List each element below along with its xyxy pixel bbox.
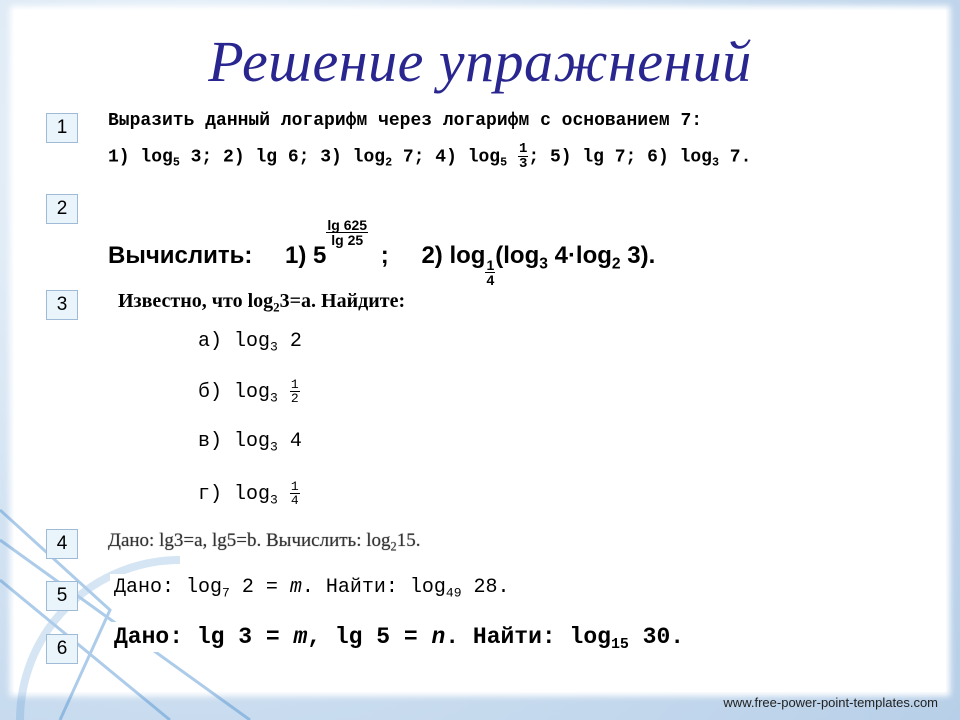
ex1-part-d: ; 5) lg 7; 6) log [528,147,712,168]
ex1-frac-num: 1 [518,141,528,157]
ex2-part2b: (log [495,242,540,269]
ex3-intro-a: Известно, что log [118,290,274,312]
exercise-number-6: 6 [46,634,78,664]
ex1-frac-den: 3 [518,156,528,172]
ex1-instruction: Выразить данный логарифм через логарифм с основанием 7: [108,111,703,131]
ex6-sub: 15 [610,637,629,654]
ex3-intro [118,290,405,313]
ex3-item-d [198,480,300,507]
ex2-base [485,258,495,287]
ex2-label: Вычислить: [108,242,253,269]
ex3-item-b-num: 1 [290,377,299,392]
ex3-intro-sub: 2 [273,299,280,315]
footer-url: www.free-power-point-templates.com [723,695,938,710]
ex2-base-num: 1 [486,257,495,273]
ex3-item-a [198,330,302,353]
ex3-item-b [198,378,300,405]
ex3-item-a-sub: 3 [270,339,278,355]
ex3-item-b-fraction [290,378,300,405]
ex2-sep: ; [380,242,389,269]
ex2-part1: 1) 5 [285,242,327,269]
ex6-text-b: , lg 5 = [307,624,432,650]
ex1-part-b: 3; 2) lg 6; 3) log [179,147,386,168]
ex5-text-c: . Найти: log [301,576,446,599]
ex3-item-c [198,430,302,453]
ex2-sub1: 3 [539,255,548,273]
ex5-m: m [289,576,302,599]
slide-title: Решение упражнений [208,29,752,94]
ex1-part-a: 1) log [108,147,173,168]
ex4-text-b: 15. [396,530,421,551]
ex1-sub-d: 3 [711,155,719,170]
exercise-number-3: 3 [46,290,78,320]
ex1-part-e: 7. [719,147,752,168]
ex2-part2: 2) log [421,242,486,269]
ex3-item-b-label: б) log [198,380,271,404]
ex3-item-c-tail: 4 [277,430,302,453]
ex3-item-b-sub: 3 [270,390,278,406]
exercise-number-5: 5 [46,581,78,611]
ex3-item-d-den: 4 [290,493,299,508]
ex5-text-a: Дано: log [114,576,223,599]
ex1-sub-a: 5 [172,155,180,170]
ex3-item-d-num: 1 [290,479,299,494]
ex5-text [110,574,514,601]
ex2-base-den: 4 [486,272,495,288]
ex3-item-a-tail: 2 [277,330,302,353]
ex6-text-a: Дано: lg 3 = [114,624,294,650]
exercise-number-2: 2 [46,194,78,224]
ex2-part2d: 3). [620,242,656,269]
ex5-sub2: 49 [445,585,462,601]
ex3-item-c-label: в) log [198,430,271,453]
ex2-sub2: 2 [611,255,621,273]
ex5-text-b: 2 = [229,576,290,599]
exercise-number-1: 1 [46,113,78,143]
ex2-part2c: 4·log [547,242,612,269]
ex6-text-d: 30. [628,624,685,650]
ex3-item-d-fraction [290,480,300,507]
ex2-exp-num: lg 625 [327,217,368,233]
ex6-text-c: . Найти: log [445,624,611,650]
ex4-text [108,530,420,552]
ex6-n: n [431,624,446,650]
ex6-text [108,622,690,652]
ex5-text-d: 28. [461,576,510,599]
ex1-fraction [518,142,528,171]
ex2-line [108,218,655,287]
ex1-items [108,142,751,171]
ex4-sub: 2 [390,539,397,554]
ex4-text-a: Дано: lg3=a, lg5=b. Вычислить: log [108,530,391,551]
ex5-sub1: 7 [222,585,230,601]
ex3-intro-b: 3=a. Найдите: [279,290,406,312]
ex3-item-d-sub: 3 [270,492,278,508]
ex3-item-a-label: а) log [198,330,271,353]
ex6-m: m [293,624,308,650]
ex3-item-b-den: 2 [290,391,299,406]
ex2-exp-den: lg 25 [331,232,364,248]
ex1-sub-b: 2 [385,155,393,170]
ex3-item-c-sub: 3 [270,439,278,455]
ex2-exponent [326,218,368,247]
ex1-part-c: 7; 4) log [392,147,501,168]
ex3-item-d-label: г) log [198,482,271,506]
exercise-number-4: 4 [46,529,78,559]
ex1-sub-c: 5 [500,155,508,170]
